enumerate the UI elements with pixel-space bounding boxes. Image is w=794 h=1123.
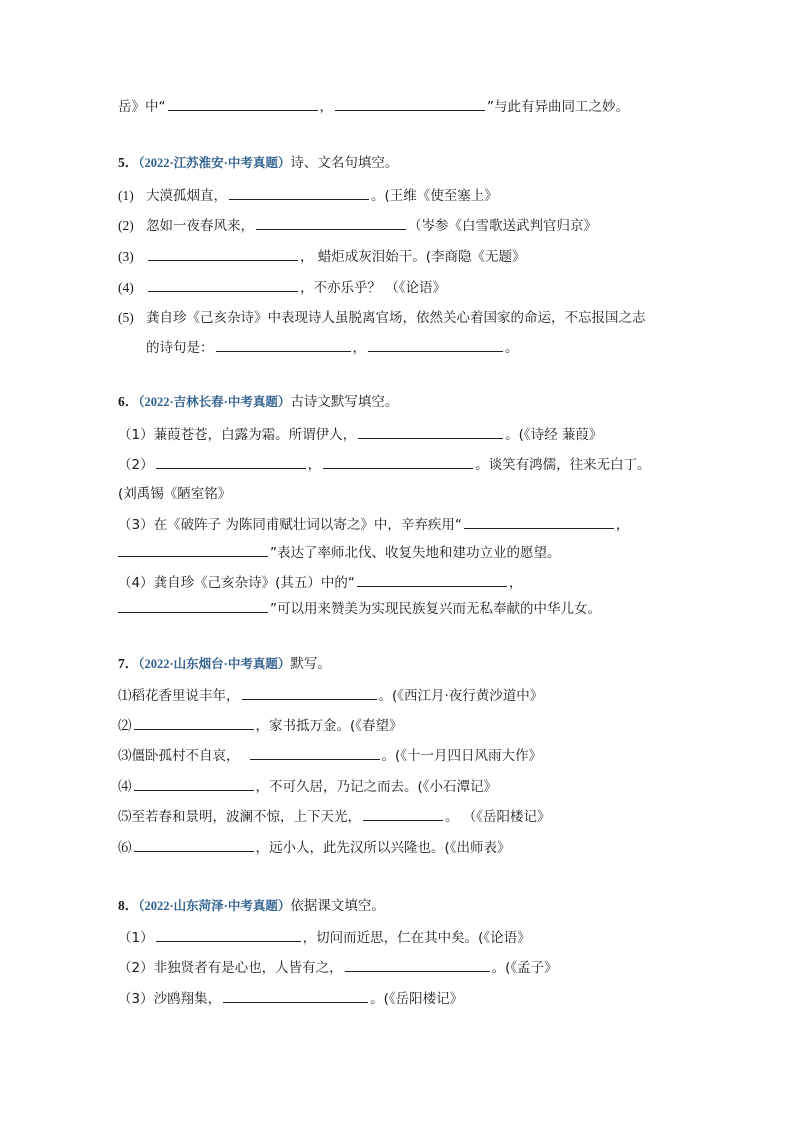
item-marker: (1) <box>118 188 134 203</box>
question-number: 8． <box>118 898 139 913</box>
item-text-post: ，不亦乐乎？ （《论语》 <box>300 280 447 296</box>
item-text-pre: 忽如一夜春风来， <box>146 218 254 234</box>
q5-item-1 <box>118 185 498 205</box>
question-source: （2022·吉林长春·中考真题） <box>138 395 291 409</box>
q6-item-3 <box>118 514 629 534</box>
answer-blank[interactable] <box>118 598 268 613</box>
item-marker: ⑸ <box>118 809 132 825</box>
item-text-pre: 在《破阵子 为陈同甫赋壮词以寄之》中，辛弃疾用“ <box>153 517 462 533</box>
q6-item-2 <box>118 454 651 474</box>
item-text-post: ， 蜡炬成灰泪始干。(李商隐《无题》 <box>300 249 526 265</box>
q6-item-2-line-2 <box>118 484 231 504</box>
answer-blank[interactable] <box>134 837 254 852</box>
item-text-pre: 龚自珍《己亥杂诗》中表现诗人虽脱离官场，依然关心着国家的命运，不忘报国之志 <box>146 310 646 326</box>
item-text-pre: 蒹葭苍苍，白露为霜。所谓伊人， <box>153 427 357 443</box>
item-text-post: 。(《岳阳楼记》 <box>370 991 464 1007</box>
question-number: 5． <box>118 155 139 170</box>
answer-blank[interactable] <box>148 277 298 292</box>
item-text-pre: 沙鸥翔集， <box>153 991 222 1007</box>
item-marker: （2） <box>118 457 154 473</box>
q7-item-4 <box>118 776 497 796</box>
q7-item-6 <box>118 837 511 857</box>
item-text-post: ，家书抵万金。(《春望》 <box>255 718 403 734</box>
item-text-post: （岑参《白雪歌送武判官归京》 <box>408 218 597 234</box>
answer-blank[interactable] <box>223 988 368 1003</box>
q6-heading <box>118 392 398 412</box>
item-text-pre: 龚自珍《己亥杂诗》(其五）中的“ <box>153 575 355 591</box>
item-marker: （2） <box>118 960 154 976</box>
answer-blank[interactable] <box>134 715 254 730</box>
question-source: （2022·江苏淮安·中考真题） <box>138 156 291 170</box>
item-source: (刘禹锡《陋室铭》 <box>118 486 232 502</box>
q7-item-2 <box>118 715 403 735</box>
q5-heading <box>118 153 398 173</box>
answer-blank[interactable] <box>216 337 351 352</box>
answer-blank[interactable] <box>242 685 377 700</box>
question-instruction: 古诗文默写填空。 <box>290 394 399 410</box>
q7-item-5 <box>118 806 551 826</box>
answer-blank[interactable] <box>156 927 301 942</box>
question-instruction: 默写。 <box>290 656 331 672</box>
answer-blank[interactable] <box>368 337 503 352</box>
item-marker: （3） <box>118 991 154 1007</box>
item-marker: (3) <box>118 249 134 264</box>
item-marker: （3） <box>118 517 154 533</box>
answer-blank[interactable] <box>357 572 507 587</box>
item-text-post: ，远小人，此先汉所以兴隆也。(《出师表》 <box>255 840 511 856</box>
q8-item-2 <box>118 957 558 977</box>
item-text-pre: 非独贤者有是心也，人皆有之， <box>153 960 343 976</box>
item-text-post: 。谈笑有鸿儒，往来无白丁。 <box>475 457 651 473</box>
item-text-post: 。 （《岳阳楼记》 <box>445 809 551 825</box>
item-text-post: 。(《十一月四日风雨大作》 <box>381 748 543 764</box>
answer-blank[interactable] <box>168 96 318 111</box>
item-text-post: ， <box>508 575 523 591</box>
answer-blank[interactable] <box>323 454 473 469</box>
answer-blank[interactable] <box>358 424 503 439</box>
item-text-post: 。(《诗经 蒹葭》 <box>505 427 603 443</box>
answer-blank[interactable] <box>363 806 443 821</box>
answer-blank[interactable] <box>335 96 485 111</box>
answer-blank[interactable] <box>464 514 614 529</box>
q4-tail-prefix: 岳》中“ <box>118 99 166 115</box>
q4-tail-sep: ， <box>319 99 333 115</box>
question-source: （2022·山东烟台·中考真题） <box>138 657 291 671</box>
question-number: 6． <box>118 394 139 409</box>
answer-blank[interactable] <box>118 542 268 557</box>
item-marker: ⑴ <box>118 688 132 704</box>
answer-blank[interactable] <box>134 776 254 791</box>
item-marker: ⑶ <box>118 748 132 764</box>
question-instruction: 诗、文名句填空。 <box>290 155 399 171</box>
item-marker: (5) <box>118 310 134 325</box>
q7-heading <box>118 654 331 674</box>
q8-heading <box>118 896 385 916</box>
answer-blank[interactable] <box>229 185 369 200</box>
item-marker: （1） <box>118 930 154 946</box>
q4-tail-suffix: ”与此有异曲同工之妙。 <box>487 99 629 115</box>
question-source: （2022·山东菏泽·中考真题） <box>138 899 291 913</box>
answer-blank[interactable] <box>148 246 298 261</box>
q5-item-5-line-2 <box>146 337 519 357</box>
answer-blank[interactable] <box>256 215 406 230</box>
q7-item-1 <box>118 685 543 705</box>
answer-blank[interactable] <box>156 454 306 469</box>
item-text-pre: 的诗句是： <box>146 340 214 356</box>
item-marker: ⑹ <box>118 840 132 856</box>
q4-tail-line <box>118 96 629 116</box>
item-text-post: 。(王维《使至塞上》 <box>371 188 498 204</box>
item-text-post: ”可以用来赞美为实现民族复兴而无私奉献的中华儿女。 <box>270 601 601 617</box>
q5-item-4 <box>118 277 446 297</box>
q8-item-1 <box>118 927 531 947</box>
item-marker: （1） <box>118 427 154 443</box>
q5-item-2 <box>118 215 597 235</box>
q6-item-4 <box>118 572 522 592</box>
item-marker: (4) <box>118 280 134 295</box>
q6-item-4-line-2 <box>118 598 601 618</box>
item-text-post: 。 <box>505 340 519 356</box>
item-marker: ⑷ <box>118 779 132 795</box>
q8-item-3 <box>118 988 463 1008</box>
item-text-post: ， <box>615 517 630 533</box>
item-text-post: 。(《孟子》 <box>491 960 558 976</box>
item-marker: (2) <box>118 218 134 233</box>
item-text-post: ，切问而近思，仁在其中矣。(《论语》 <box>302 930 531 946</box>
item-text-post: ”表达了率师北伐、收复失地和建功立业的愿望。 <box>270 545 561 561</box>
q6-item-1 <box>118 424 602 444</box>
item-text-pre: 僵卧孤村不自哀， <box>131 748 240 764</box>
item-text-sep: ， <box>352 340 366 356</box>
item-text-sep: ， <box>307 457 322 473</box>
answer-blank[interactable] <box>345 957 490 972</box>
item-marker: ⑵ <box>118 718 132 734</box>
q7-item-3 <box>118 745 542 765</box>
q5-item-5 <box>118 308 646 328</box>
answer-blank[interactable] <box>250 745 380 760</box>
q5-item-3 <box>118 246 526 266</box>
q6-item-3-line-2 <box>118 542 561 562</box>
item-text-pre: 至若春和景明，波澜不惊，上下天光， <box>131 809 361 825</box>
item-text-pre: 大漠孤烟直， <box>146 188 227 204</box>
item-text-post: ，不可久居，乃记之而去。(《小石潭记》 <box>255 779 498 795</box>
item-marker: （4） <box>118 575 154 591</box>
question-instruction: 依据课文填空。 <box>290 898 385 914</box>
item-text-pre: 稻花香里说丰年， <box>131 688 240 704</box>
question-number: 7． <box>118 656 139 671</box>
item-text-post: 。(《西江月·夜行黄沙道中》 <box>378 688 544 704</box>
